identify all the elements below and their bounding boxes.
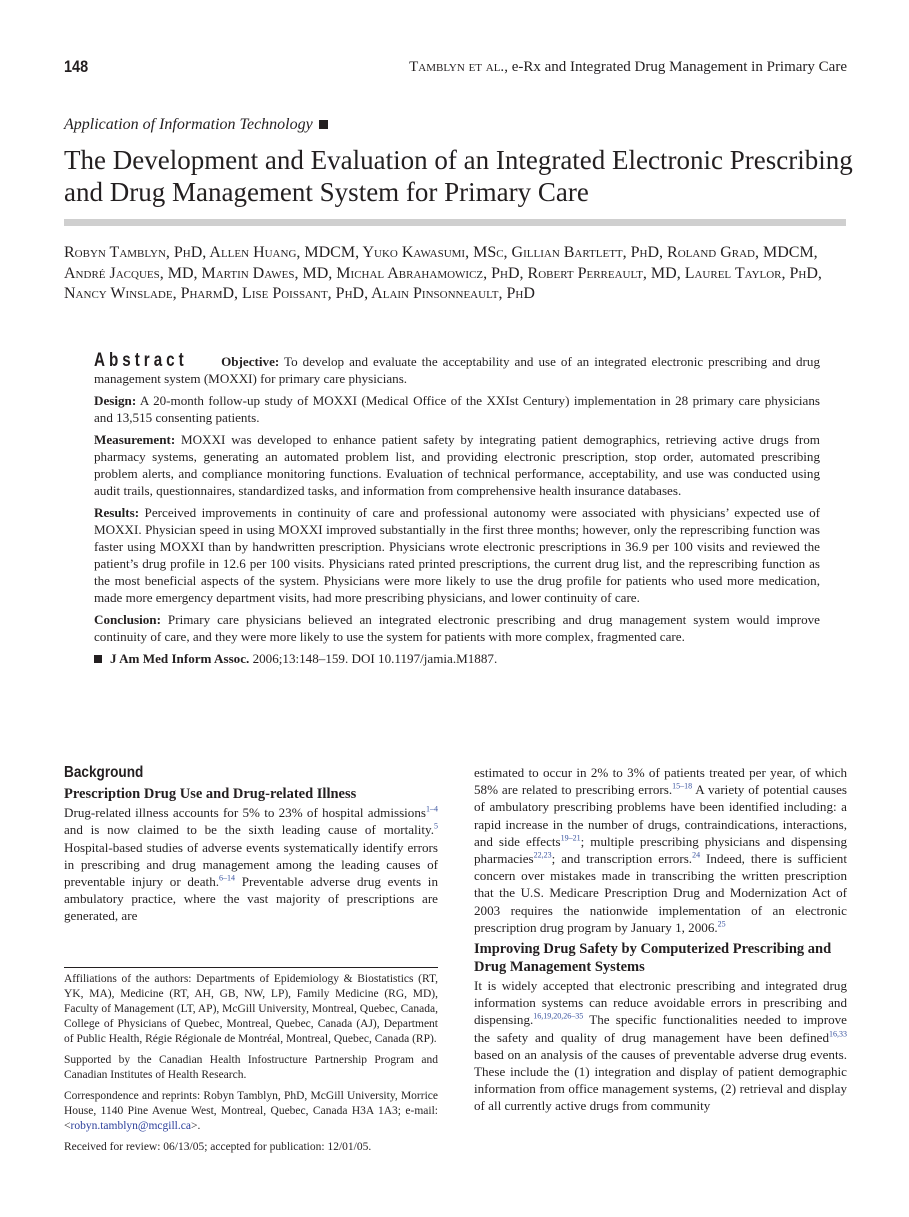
square-bullet-icon <box>94 655 102 663</box>
correspondence-end: >. <box>190 1120 201 1132</box>
citation <box>94 650 820 667</box>
left-column <box>64 764 438 925</box>
support-note: Supported by the Canadian Health Infostructure Partnership Program and Canadian Institutes of Health Research. <box>64 1054 438 1081</box>
text-run: Preventable adverse drug events in ambulatory practice, where the vast majority of prescriptions are generated, are <box>64 874 438 924</box>
text-run: and is now claimed to be the sixth leading cause of mortality. <box>64 822 434 838</box>
square-bullet-icon <box>319 120 328 129</box>
abstract-objective <box>94 352 820 387</box>
section-text: Application of Information Technology <box>64 116 313 133</box>
running-head-title: , e-Rx and Integrated Drug Management in Primary Care <box>504 59 847 75</box>
body-paragraph <box>64 804 438 924</box>
text-run: Hospital-based studies of adverse events systematically identify errors in prescribing and drug management among the leading causes of preventable injury or death. <box>64 839 438 890</box>
text-run: based on an analysis of the causes of preventable adverse drug events. These include the (1) integration and display of patient demographic information from office management systems, (2) retrieval and display of all currently active drugs from community <box>474 1046 847 1114</box>
running-head-author: Tamblyn et al. <box>409 59 505 75</box>
text-run: estimated to occur in 2% to 3% of patients treated per year, of which 58% are related to prescribing errors. <box>474 765 847 798</box>
abstract-measurement <box>94 431 820 499</box>
text-run: The specific functionalities needed to improve the safety and quality of drug management have been defined <box>474 1012 847 1045</box>
abstract-label: Conclusion: <box>94 612 161 627</box>
abstract-label: Design: <box>94 393 137 408</box>
abstract-text: A 20-month follow-up study of MOXXI (Medical Office of the XXIst Century) implementation in 28 primary care physicians and 13,515 consenting patients. <box>94 393 820 425</box>
abstract-conclusion <box>94 611 820 645</box>
reference-superscript[interactable]: 24 <box>692 850 701 860</box>
reference-superscript[interactable]: 22,23 <box>533 850 552 860</box>
abstract-text: MOXXI was developed to enhance patient safety by integrating patient demographics, retrieving active drugs from pharmacy systems, generating an automated problem list, and providing electronic prescription, stop order, automated prescribing problem alerts, and compliance monitoring functions. Evaluation of technical performance, acceptability, and use was conducted using audit trails, questionnaires, standardized tasks, and information from comprehensive health insurance databases. <box>94 432 820 498</box>
body-paragraph <box>474 977 847 1115</box>
text-run: Indeed, there is sufficient concern over mistakes made in transcribing the written prescription that the U.S. Medicare Prescription Drug and Modernization Act of 2003 requires the nationwide implementation of an electronic prescription drug program by January 1, 2006. <box>474 851 847 935</box>
reference-superscript[interactable]: 19–21 <box>560 833 581 843</box>
received-note: Received for review: 06/13/05; accepted for publication: 12/01/05. <box>64 1141 372 1153</box>
abstract-text: To develop and evaluate the acceptability and use of an integrated electronic prescribing and drug management system (MOXXI) for primary care physicians. <box>94 354 820 386</box>
section-label <box>64 116 328 134</box>
reference-superscript[interactable]: 16,33 <box>829 1029 847 1039</box>
abstract-heading: Abstract <box>94 350 188 371</box>
title-rule <box>64 219 846 226</box>
abstract <box>94 352 820 672</box>
abstract-label: Measurement: <box>94 432 176 447</box>
abstract-results <box>94 504 820 606</box>
abstract-label: Results: <box>94 505 140 520</box>
reference-superscript[interactable]: 25 <box>717 919 726 929</box>
citation-journal: J Am Med Inform Assoc. <box>110 651 250 666</box>
email-link[interactable]: robyn.tamblyn@mcgill.ca <box>70 1120 191 1132</box>
subheading: Prescription Drug Use and Drug-related Illness <box>64 786 357 803</box>
correspondence-text: Correspondence and reprints: Robyn Tamblyn, PhD, McGill University, Morrice House, 1140 Pine Avenue West, Montreal, Quebec, Canada H3A 1A3; e-mail: < <box>64 1090 438 1132</box>
abstract-design <box>94 392 820 426</box>
reference-superscript[interactable]: 16,19,20,26–35 <box>533 1012 584 1022</box>
article-title: The Development and Evaluation of an Integrated Electronic Prescribing and Drug Management System for Primary Care <box>64 145 853 207</box>
text-run: A variety of potential causes of ambulatory prescribing problems have been identified including: a rapid increase in the number of drugs, contraindications, interactions, and side effects <box>474 782 847 849</box>
correspondence-note <box>64 1089 438 1134</box>
reference-superscript[interactable]: 5 <box>434 822 438 832</box>
text-run: It is widely accepted that electronic prescribing and integrated drug information systems can reduce avoidable errors in prescribing and dispensing. <box>474 978 847 1028</box>
body-paragraph <box>474 764 847 936</box>
background-heading: Background <box>64 764 144 781</box>
right-column <box>474 764 847 1115</box>
affiliations-note: Affiliations of the authors: Departments of Epidemiology & Biostatistics (RT, YK, MA), Medicine (RT, AH, GB, NW, LP), Family Medicine (RG, MD), Faculty of Management (LT, AP), McGill University, Montreal, Quebec, Canada, College of Physicians of Quebec, Montreal, Quebec, Canada (AJ), Department of Public Health, Régie Régionale de Montréal, Montreal, Quebec, Canada (RP). <box>64 973 438 1045</box>
reference-superscript[interactable]: 1–4 <box>426 804 438 814</box>
text-run: ; and transcription errors. <box>551 851 693 867</box>
abstract-text: Primary care physicians believed an integrated electronic prescribing and drug management system would improve continuity of care, and they were more likely to use the system for patients with more complex, fragmented care. <box>94 612 820 644</box>
text-run: Drug-related illness accounts for 5% to 23% of hospital admissions <box>64 805 426 821</box>
footnotes <box>64 967 438 1161</box>
citation-details: 2006;13:148–159. DOI 10.1197/jamia.M1887. <box>249 651 498 666</box>
subheading: Improving Drug Safety by Computerized Prescribing and Drug Management Systems <box>474 941 832 976</box>
text-run: ; multiple prescribing physicians and dispensing pharmacies <box>474 833 847 867</box>
abstract-text: Perceived improvements in continuity of care and professional autonomy were associated with physicians’ expected use of MOXXI. Physician speed in using MOXXI improved substantially in the first three months; however, only the represcribing function was faster using MOXXI than by handwritten prescription. Physicians wrote electronic prescriptions in 36.9 per 100 visits and reviewed the patient’s drug profile in 12.6 per 100 visits. Physicians rated printed prescriptions, the current drug list, and the represcribing function as the most beneficial aspects of the system. Physicians were more likely to use the drug profile for patients who used more medication, made more emergency department visits, had more prescribing physicians, and lower continuity of care. <box>94 505 820 605</box>
author-list: Robyn Tamblyn, PhD, Allen Huang, MDCM, Yuko Kawasumi, MSc, Gillian Bartlett, PhD, Roland Grad, MDCM, André Jacques, MD, Martin Dawes, MD, Michal Abrahamowicz, PhD, Robert Perreault, MD, Laurel Taylor, PhD, Nancy Winslade, PharmD, Lise Poissant, PhD, Alain Pinsonneault, PhD <box>64 244 822 302</box>
reference-superscript[interactable]: 6–14 <box>219 873 236 883</box>
running-head <box>409 59 847 76</box>
abstract-label: Objective: <box>221 354 280 369</box>
page-number: 148 <box>64 57 89 76</box>
reference-superscript[interactable]: 15–18 <box>672 781 693 791</box>
